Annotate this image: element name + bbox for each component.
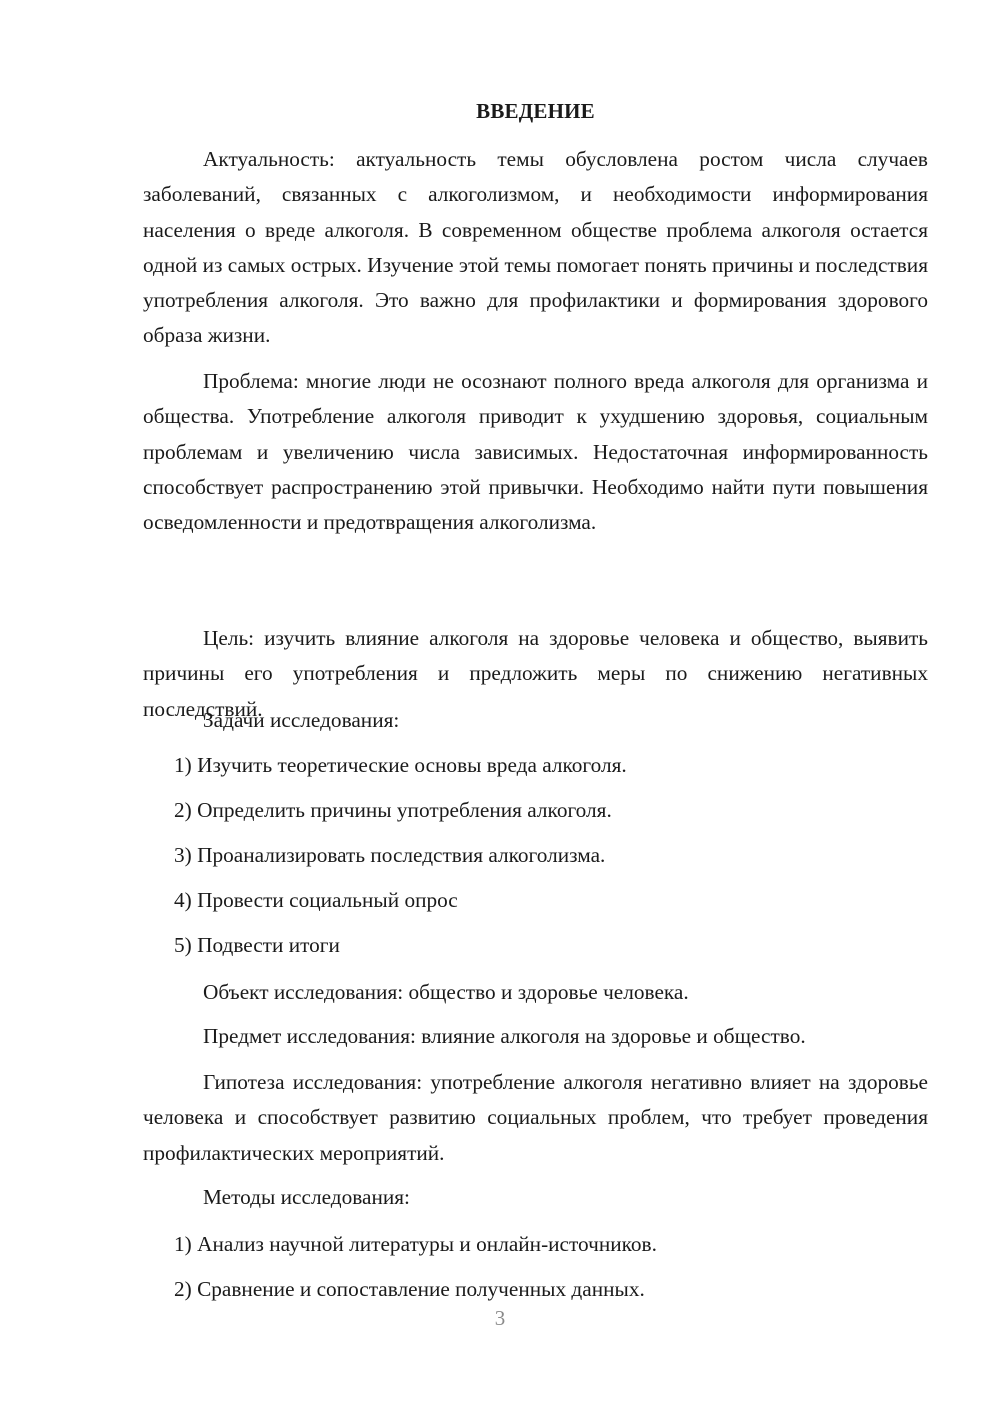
- method-item: 1) Анализ научной литературы и онлайн-источников.: [174, 1232, 657, 1256]
- task-item: 4) Провести социальный опрос: [174, 888, 458, 912]
- hypothesis-paragraph: Гипотеза исследования: употребление алкоголя негативно влияет на здоровье человека и способствует развитию социальных проблем, что требует проведения профилактических мероприятий.: [143, 1070, 928, 1165]
- relevance-paragraph: Актуальность: актуальность темы обусловлена ростом числа случаев заболеваний, связанных с алкоголизмом, и необходимости информирования населения о вреде алкоголя. В современном обществе проблема алкоголя остается одной из самых острых. Изучение этой темы помогает понять причины и последствия употребления алкоголя. Это важно для профилактики и формирования здорового образа жизни.: [143, 147, 928, 348]
- task-item: 1) Изучить теоретические основы вреда алкоголя.: [174, 753, 627, 777]
- task-item: 2) Определить причины употребления алкоголя.: [174, 798, 612, 822]
- page-number: 3: [494, 1306, 506, 1330]
- problem-paragraph: Проблема: многие люди не осознают полного вреда алкоголя для организма и общества. Употребление алкоголя приводит к ухудшению здоровья, социальным проблемам и увеличению числа зависимых. Недостаточная информированность способствует распространению этой привычки. Необходимо найти пути повышения осведомленности и предотвращения алкоголизма.: [143, 369, 928, 535]
- subject-paragraph: Предмет исследования: влияние алкоголя на здоровье и общество.: [203, 1024, 806, 1048]
- goal-paragraph: Цель: изучить влияние алкоголя на здоровье человека и общество, выявить причины его употребления и предложить меры по снижению негативных последствий.: [143, 626, 928, 721]
- object-paragraph: Объект исследования: общество и здоровье человека.: [203, 980, 689, 1004]
- method-item: 2) Сравнение и сопоставление полученных данных.: [174, 1277, 645, 1301]
- methods-heading: Методы исследования:: [203, 1185, 410, 1209]
- task-item: 5) Подвести итоги: [174, 933, 340, 957]
- tasks-heading: Задачи исследования:: [203, 708, 400, 732]
- page-title: ВВЕДЕНИЕ: [476, 99, 595, 123]
- task-item: 3) Проанализировать последствия алкоголизма.: [174, 843, 606, 867]
